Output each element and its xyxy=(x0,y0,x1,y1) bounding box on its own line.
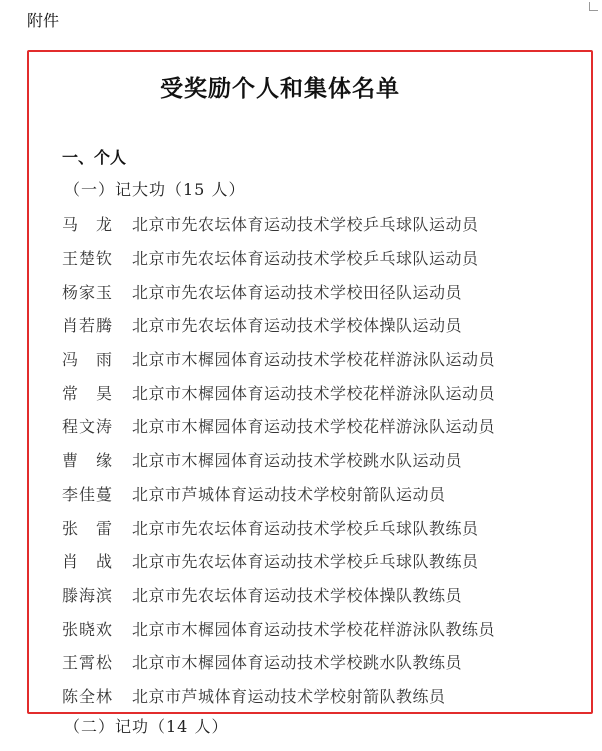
list-item xyxy=(62,679,495,713)
awardee-unit: 北京市芦城体育运动技术学校射箭队运动员 xyxy=(132,484,446,504)
awardee-unit: 北京市先农坛体育运动技术学校田径队运动员 xyxy=(132,282,463,302)
awardee-name: 马 龙 xyxy=(62,215,114,235)
list-item xyxy=(62,578,495,612)
attachment-label: 附件 xyxy=(27,11,60,30)
section-heading-individual: 一、个人 xyxy=(62,148,127,167)
awardee-name: 王霄松 xyxy=(62,653,114,673)
list-item xyxy=(62,274,495,308)
awardee-name: 程文涛 xyxy=(62,417,114,437)
list-item xyxy=(62,611,495,645)
awardee-name: 陈全林 xyxy=(62,686,114,706)
list-item xyxy=(62,510,495,544)
awardee-name: 曹 缘 xyxy=(62,451,114,471)
list-item xyxy=(62,241,495,275)
awardee-name: 肖 战 xyxy=(62,552,114,572)
awardee-unit: 北京市先农坛体育运动技术学校乒乓球队运动员 xyxy=(132,215,479,235)
list-item xyxy=(62,207,495,241)
list-item xyxy=(62,308,495,342)
awardee-unit: 北京市木樨园体育运动技术学校跳水队运动员 xyxy=(132,451,463,471)
awardee-name: 王楚钦 xyxy=(62,249,114,269)
awardee-unit: 北京市木樨园体育运动技术学校跳水队教练员 xyxy=(132,653,463,673)
awardee-name: 张 雷 xyxy=(62,518,114,538)
awardee-unit: 北京市芦城体育运动技术学校射箭队教练员 xyxy=(132,686,446,706)
awardee-unit: 北京市木樨园体育运动技术学校花样游泳队教练员 xyxy=(132,619,496,639)
awardee-name: 张晓欢 xyxy=(62,619,114,639)
awardee-unit: 北京市先农坛体育运动技术学校乒乓球队教练员 xyxy=(132,552,479,572)
corner-mark xyxy=(589,2,598,11)
awardee-unit: 北京市木樨园体育运动技术学校花样游泳队运动员 xyxy=(132,383,496,403)
awardee-name: 冯 雨 xyxy=(62,350,114,370)
list-item xyxy=(62,544,495,578)
list-item xyxy=(62,443,495,477)
document-title: 受奖励个人和集体名单 xyxy=(160,75,400,102)
list-item xyxy=(62,645,495,679)
awardee-name: 滕海滨 xyxy=(62,585,114,605)
awardee-unit: 北京市先农坛体育运动技术学校乒乓球队运动员 xyxy=(132,249,479,269)
subsection-major-merit: （一）记大功（15 人） xyxy=(64,180,246,199)
awardee-unit: 北京市先农坛体育运动技术学校体操队运动员 xyxy=(132,316,463,336)
list-item xyxy=(62,477,495,511)
awardee-unit: 北京市先农坛体育运动技术学校体操队教练员 xyxy=(132,585,463,605)
list-item xyxy=(62,375,495,409)
awardee-name: 杨家玉 xyxy=(62,282,114,302)
awardee-name: 常 昊 xyxy=(62,383,114,403)
awardee-unit: 北京市先农坛体育运动技术学校乒乓球队教练员 xyxy=(132,518,479,538)
list-item xyxy=(62,409,495,443)
subsection-merit: （二）记功（14 人） xyxy=(64,717,229,736)
awardee-name: 李佳蔓 xyxy=(62,484,114,504)
awardee-list xyxy=(62,207,495,712)
list-item xyxy=(62,342,495,376)
awardee-unit: 北京市木樨园体育运动技术学校花样游泳队运动员 xyxy=(132,417,496,437)
awardee-name: 肖若腾 xyxy=(62,316,114,336)
awardee-unit: 北京市木樨园体育运动技术学校花样游泳队运动员 xyxy=(132,350,496,370)
